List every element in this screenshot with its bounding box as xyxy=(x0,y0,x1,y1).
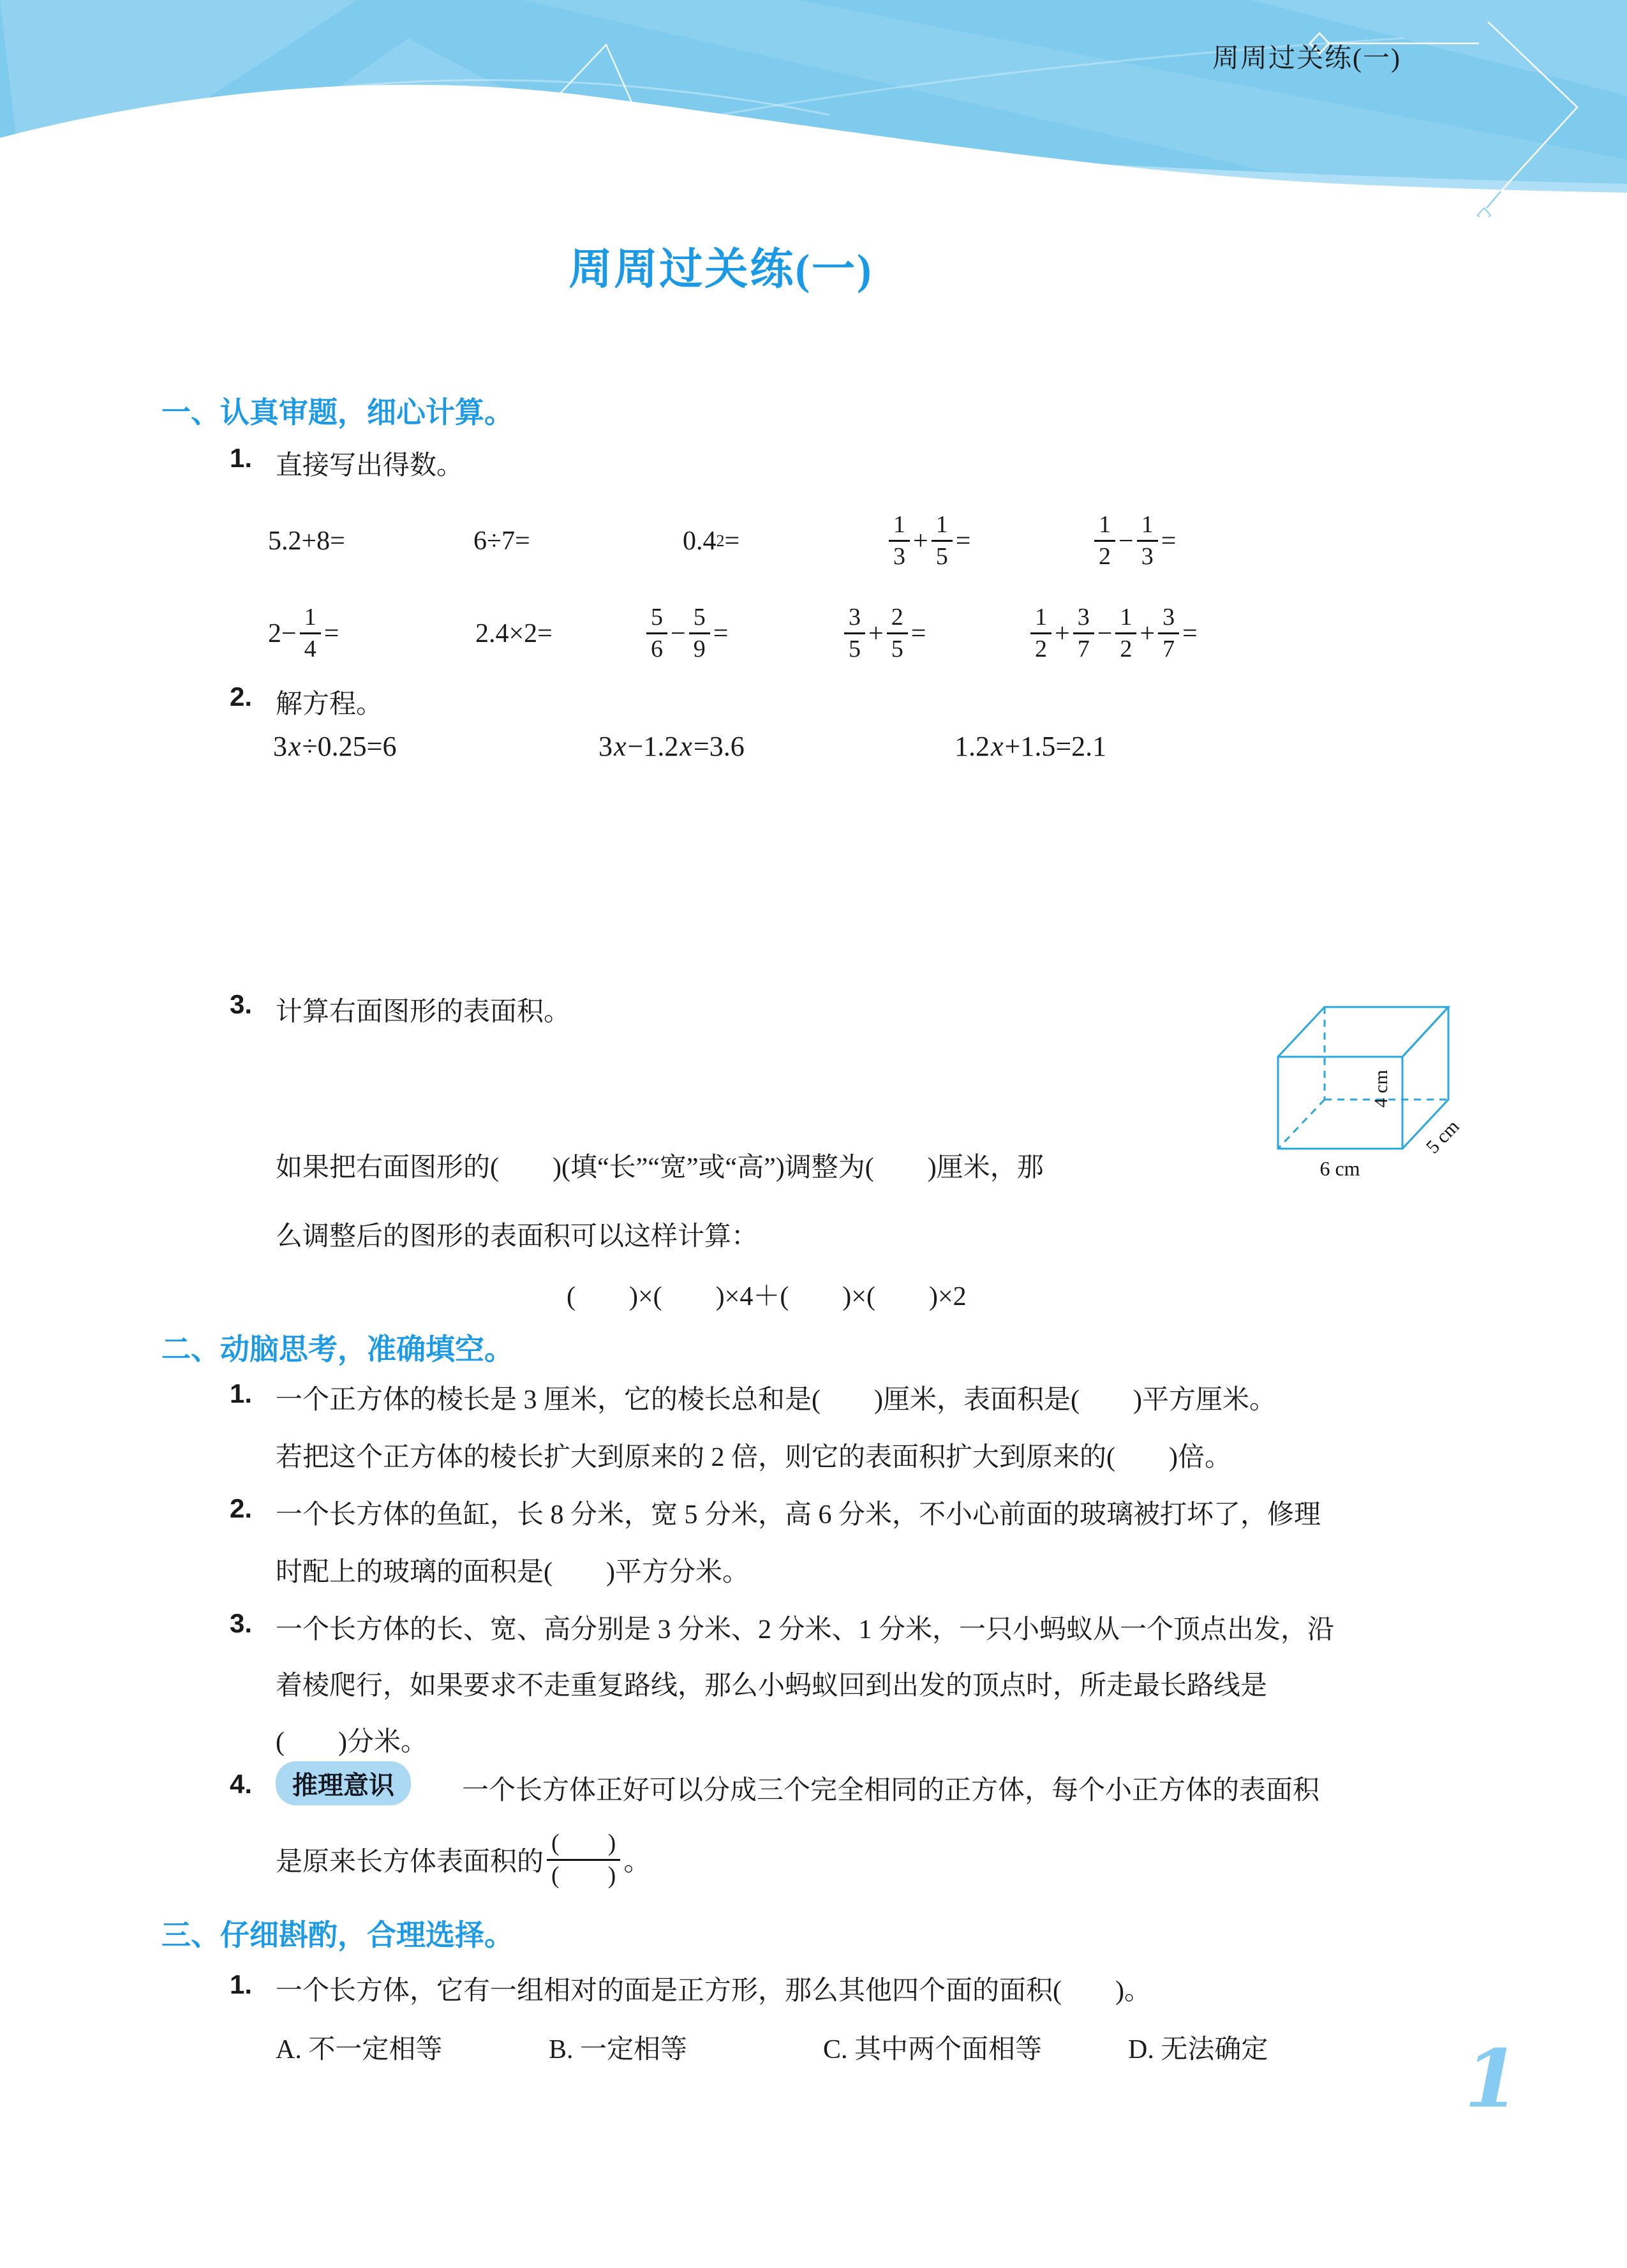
dimension-label-width: 6 cm xyxy=(1319,1157,1360,1180)
question-number: 3. xyxy=(230,989,253,1019)
calc-expression: $\frac{1}{2}$ − $\frac{1}{3}$ = xyxy=(1091,491,1176,590)
calc-expression: $\frac{3}{5}$ + $\frac{2}{5}$ = xyxy=(841,584,926,683)
calc-expression: 0.4 2 = xyxy=(683,526,740,556)
question-paragraph: 么调整后的图形的表面积可以这样计算： xyxy=(276,1222,759,1251)
question-text: 着棱爬行，如果要求不走重复路线，那么小蚂蚁回到出发的顶点时，所走最长路线是 xyxy=(276,1671,1268,1701)
equation: 1.2 x +1.5=2.1 xyxy=(955,730,1107,762)
choice-option-a: A. 不一定相等 xyxy=(276,2035,443,2064)
dimension-label-depth: 5 cm xyxy=(1422,1115,1464,1158)
calc-expression: $\frac{5}{6}$ − $\frac{5}{9}$ = xyxy=(643,584,728,683)
question-number: 2. xyxy=(230,1493,253,1523)
equation: 3 x −1.2 x =3.6 xyxy=(598,730,745,762)
question-text: 一个长方体，它有一组相对的面是正方形，那么其他四个面的面积( )。 xyxy=(276,1976,1151,2006)
question-text: 一个长方体的长、宽、高分别是 3 分米、2 分米、1 分米，一只小蚂蚁从一个顶点出发，沿 xyxy=(276,1615,1335,1645)
page-title: 周周过关练(一) xyxy=(568,245,873,294)
choice-option-d: D. 无法确定 xyxy=(1128,2035,1268,2064)
question-number: 4. xyxy=(230,1769,253,1799)
question-number: 1. xyxy=(230,1969,253,1999)
question-number: 3. xyxy=(230,1608,253,1638)
banner-decoration xyxy=(0,0,1627,217)
section1-heading: 一、认真审题，细心计算。 xyxy=(161,396,514,429)
header-banner xyxy=(0,0,1627,217)
question-text: 一个正方体的棱长是 3 厘米，它的棱长总和是( )厘米，表面积是( )平方厘米。 xyxy=(276,1385,1276,1415)
calc-expression: $\frac{1}{2}$ + $\frac{3}{7}$ − $\frac{1}{2}$ + $\frac{3}{7}$ = xyxy=(1027,584,1198,683)
choice-option-b: B. 一定相等 xyxy=(549,2035,688,2064)
question-text: ( )分米。 xyxy=(276,1727,427,1757)
question-text: 一个长方体正好可以分成三个完全相同的正方体，每个小正方体的表面积 xyxy=(462,1776,1320,1805)
section3-heading: 三、仔细斟酌，合理选择。 xyxy=(161,1918,514,1951)
equation: 3 x ÷0.25=6 xyxy=(273,730,397,762)
calc-expression: 2− $\frac{1}{4}$ = xyxy=(268,603,339,662)
header-tab-label: 周周过关练(一) xyxy=(1212,44,1401,73)
calc-expression: 5.2+8= xyxy=(268,526,345,556)
question-number: 1. xyxy=(230,443,253,473)
question-text: 时配上的玻璃的面积是( )平方分米。 xyxy=(276,1558,749,1587)
choice-option-c: C. 其中两个面相等 xyxy=(823,2035,1043,2064)
blank-formula: ( )×( )×4＋( )×( )×2 xyxy=(567,1282,967,1311)
question-text: 直接写出得数。 xyxy=(276,451,464,481)
concept-badge: 推理意识 xyxy=(276,1761,411,1805)
question-text: 若把这个正方体的棱长扩大到原来的 2 倍，则它的表面积扩大到原来的( )倍。 xyxy=(276,1443,1231,1472)
calc-expression: 2.4×2= xyxy=(475,618,553,648)
calc-expression: $\frac{1}{3}$ + $\frac{1}{5}$ = xyxy=(886,491,970,590)
cuboid-figure xyxy=(1243,981,1517,1218)
section2-heading: 二、动脑思考，准确填空。 xyxy=(161,1332,514,1366)
calc-expression: 6÷7= xyxy=(473,526,530,556)
question-text: 一个长方体的鱼缸，长 8 分米，宽 5 分米，高 6 分米，不小心前面的玻璃被打坏了，修理 xyxy=(276,1500,1321,1530)
page-number: 1 xyxy=(1464,2033,1520,2126)
question-text: 解方程。 xyxy=(276,690,383,719)
question-number: 2. xyxy=(230,682,253,712)
question-number: 1. xyxy=(230,1378,253,1408)
question-text: 是原来长方体表面积的 $\frac{( )}{( )}$ 。 xyxy=(276,1830,651,1889)
question-paragraph: 如果把右面图形的( )(填“长”“宽”或“高”)调整为( )厘米，那 xyxy=(276,1153,1044,1182)
dimension-label-height: 4 cm xyxy=(1371,1070,1392,1108)
question-text: 计算右面图形的表面积。 xyxy=(276,997,571,1027)
